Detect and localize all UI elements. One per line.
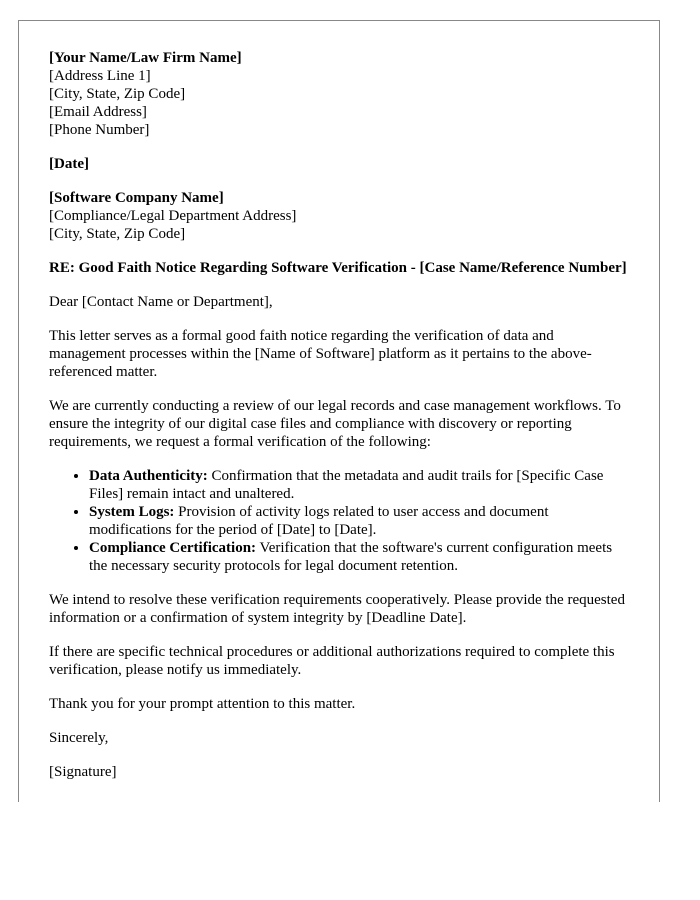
sender-address: [Address Line 1] [49,68,151,84]
salutation: Dear [Contact Name or Department], [49,294,273,310]
request-term: Compliance Certification: [89,540,257,556]
recipient-company: [Software Company Name] [49,190,224,206]
recipient-department-address: [Compliance/Legal Department Address] [49,208,297,224]
closing: Sincerely, [49,730,109,746]
list-item [89,467,634,503]
intro-paragraph: This letter serves as a formal good faith notice regarding the verification of data and management processes within the [Name of Software] platform as it pertains to the above-referenced matter. [49,328,592,380]
request-text: Provision of activity logs related to user access and document modifications for the period of [Date] to [Date]. [89,504,549,538]
review-paragraph: We are currently conducting a review of our legal records and case management workflows. To ensure the integrity of our digital case files and compliance with discovery or reporting requirements, we request a formal verification of the following: [49,398,621,450]
recipient-block [49,189,634,243]
subject-line: RE: Good Faith Notice Regarding Software Verification - [Case Name/Reference Number] [49,260,627,276]
date-block [49,155,634,173]
sender-block [49,49,634,139]
sender-phone: [Phone Number] [49,122,150,138]
request-text: Confirmation that the metadata and audit trails for [Specific Case Files] remain intact and unaltered. [89,468,604,502]
request-list [49,467,634,575]
resolve-paragraph: We intend to resolve these verification requirements cooperatively. Please provide the requested information or a confirmation of system integrity by [Deadline Date]. [49,592,625,626]
signature: [Signature] [49,764,117,780]
list-item [89,539,634,575]
letter-page [18,20,660,802]
sender-name: [Your Name/Law Firm Name] [49,50,242,66]
recipient-city-state-zip: [City, State, Zip Code] [49,226,186,242]
sender-city-state-zip: [City, State, Zip Code] [49,86,186,102]
procedures-paragraph: If there are specific technical procedures or additional authorizations required to complete this verification, please notify us immediately. [49,644,615,678]
list-item [89,503,634,539]
sender-email: [Email Address] [49,104,147,120]
letter-content [49,49,634,781]
request-term: Data Authenticity: [89,468,208,484]
letter-date: [Date] [49,156,89,172]
thanks-paragraph: Thank you for your prompt attention to this matter. [49,696,356,712]
request-text: Verification that the software's current configuration meets the necessary security protocols for legal document retention. [89,540,613,574]
request-term: System Logs: [89,504,175,520]
